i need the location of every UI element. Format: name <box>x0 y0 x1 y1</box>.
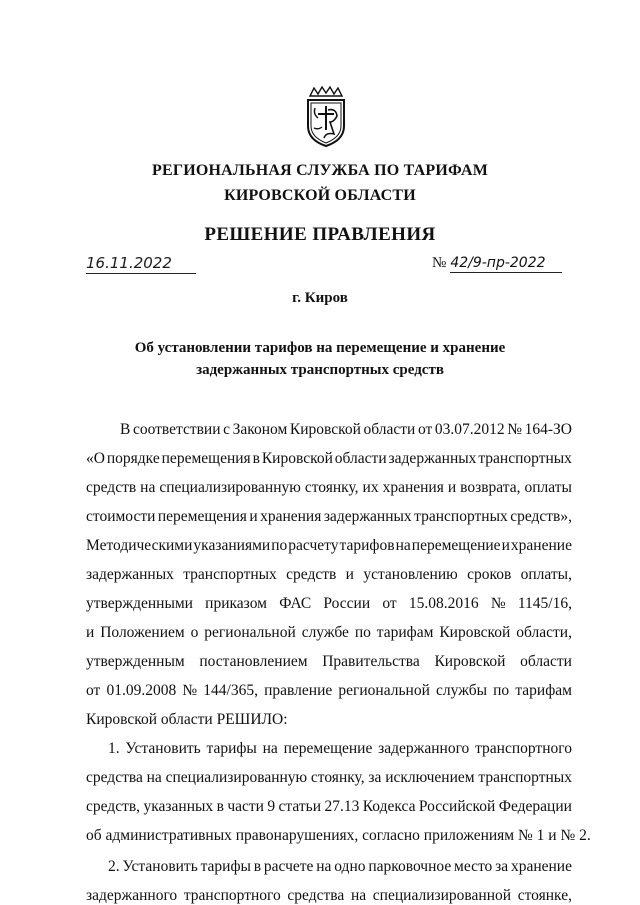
word: региональной <box>338 682 430 699</box>
word: тарифам <box>376 624 434 641</box>
word: средств <box>86 479 137 496</box>
word: сроков <box>467 566 512 583</box>
word: их <box>362 479 379 496</box>
word: Кировской <box>434 653 506 670</box>
body-line: об административных правонарушениях, согласно приложениям № 1 и № 2. <box>86 827 591 844</box>
word: Российской <box>418 798 496 815</box>
word: транспортного <box>183 887 281 904</box>
word: Кировской <box>439 624 511 641</box>
body-line <box>86 887 572 905</box>
body-line <box>86 682 572 700</box>
word: задержанных <box>388 450 477 467</box>
word: по <box>354 624 371 641</box>
subject-line1: Об установлении тарифов на перемещение и хранение <box>134 340 506 356</box>
body-line <box>120 421 572 439</box>
document-date: 16.11.2022 <box>86 254 196 274</box>
word: задержанного <box>86 887 178 904</box>
word: место <box>454 858 493 875</box>
city-name: г. Киров <box>292 290 348 306</box>
word: приказом <box>205 595 267 612</box>
word: 144/365, <box>203 682 258 699</box>
word: и <box>501 537 510 554</box>
word: средства <box>86 769 143 786</box>
word: тарифов <box>339 537 395 554</box>
body-line <box>86 566 572 584</box>
word: перемещение <box>411 537 501 554</box>
word: на <box>395 537 411 554</box>
word: хранение <box>510 537 572 554</box>
word: с <box>223 421 231 438</box>
word: стоянку, <box>310 769 365 786</box>
word: от <box>86 682 101 699</box>
body-line <box>86 450 572 468</box>
word: части <box>227 798 264 815</box>
word: на <box>316 858 332 875</box>
document-type-title: РЕШЕНИЕ ПРАВЛЕНИЯ <box>204 224 436 245</box>
word: средств <box>286 566 337 583</box>
word: транспортных <box>478 769 572 786</box>
word: области <box>520 653 572 670</box>
word: транспортных <box>478 450 572 467</box>
word: Кировской <box>261 450 333 467</box>
word: на <box>350 887 367 904</box>
word: статьи <box>278 798 322 815</box>
word: на <box>140 479 156 496</box>
word: 1145/16, <box>517 595 572 612</box>
word: перемещение <box>283 740 373 757</box>
word: области <box>334 450 387 467</box>
word: соответствии <box>132 421 221 438</box>
word: Федерации <box>498 798 572 815</box>
word: стоимости <box>86 508 156 525</box>
word: России <box>323 595 371 612</box>
word: и <box>345 566 354 583</box>
word: оплаты <box>524 479 572 496</box>
org-name-line2: КИРОВСКОЙ ОБЛАСТИ <box>224 187 416 204</box>
body-line <box>108 740 572 758</box>
word: 164-ЗО <box>524 421 572 438</box>
word: 01.09.2008 <box>106 682 177 699</box>
word: по <box>493 682 510 699</box>
word: и <box>447 479 457 496</box>
word: хранения <box>382 479 444 496</box>
word: средства <box>287 887 345 904</box>
word: утвержденным <box>86 653 185 670</box>
word: стоянке, <box>517 887 572 904</box>
word: В <box>120 421 131 438</box>
word: Правительства <box>322 653 420 670</box>
word: Установить <box>122 858 198 875</box>
word: ФАС <box>279 595 312 612</box>
word: задержанного <box>378 740 470 757</box>
org-name-line1: РЕГИОНАЛЬНАЯ СЛУЖБА ПО ТАРИФАМ <box>151 162 489 179</box>
word: транспортного <box>475 740 572 757</box>
word: Кодекса <box>362 798 416 815</box>
word: расчете <box>263 858 314 875</box>
word: транспортных <box>183 566 277 583</box>
word: утвержденными <box>86 595 193 612</box>
word: Методическими <box>86 537 193 554</box>
word: за <box>495 858 509 875</box>
word: № <box>490 595 506 612</box>
word: от <box>417 421 433 438</box>
word: средств, <box>86 798 141 815</box>
body-line <box>86 624 572 642</box>
word: специализированную <box>159 479 301 496</box>
word: и <box>249 508 258 525</box>
word: хранение <box>510 858 572 875</box>
word: 1. <box>108 740 120 757</box>
word: Кировской <box>289 421 361 438</box>
body-line <box>86 479 572 497</box>
word: указаниями <box>193 537 271 554</box>
word: региональной <box>204 624 296 641</box>
word: за <box>368 769 382 786</box>
word: и <box>86 624 95 641</box>
word: на <box>146 769 162 786</box>
word: тарифам <box>515 682 572 699</box>
body-line: Кировской области РЕШИЛО: <box>86 711 288 728</box>
word: порядке <box>106 450 160 467</box>
word: службе <box>301 624 349 641</box>
word: 2. <box>108 858 120 875</box>
word: постановлением <box>199 653 308 670</box>
body-line <box>86 595 572 613</box>
word: парковочное <box>368 858 452 875</box>
word: 9 <box>267 798 276 815</box>
word: возврата, <box>460 479 521 496</box>
word: специализированную <box>165 769 308 786</box>
word: расчету <box>288 537 339 554</box>
word: области, <box>516 624 572 641</box>
word: № <box>507 421 523 438</box>
body-line <box>86 537 572 555</box>
word: оплаты, <box>520 566 572 583</box>
word: перемещения <box>157 508 247 525</box>
word: Законом <box>232 421 288 438</box>
word: перемещения <box>161 450 251 467</box>
word: одно <box>334 858 366 875</box>
word: на <box>262 740 278 757</box>
kirov-coat-of-arms-icon <box>304 86 348 148</box>
subject-line2: задержанных транспортных средств <box>196 362 444 378</box>
word: исключением <box>385 769 475 786</box>
word: в <box>253 858 262 875</box>
word: стоянку, <box>304 479 359 496</box>
word: «О <box>86 450 105 467</box>
word: по <box>271 537 288 554</box>
body-line <box>86 653 572 671</box>
word: задержанных <box>323 508 412 525</box>
word: средств», <box>510 508 572 525</box>
word: 15.08.2016 <box>408 595 479 612</box>
word: области <box>363 421 416 438</box>
word: задержанных <box>86 566 174 583</box>
word: указанных <box>143 798 214 815</box>
word: специализированной <box>372 887 512 904</box>
number-sign: № <box>432 255 447 271</box>
word: № <box>182 682 198 699</box>
word: Установить <box>125 740 201 757</box>
body-line <box>86 508 572 526</box>
body-line <box>86 798 572 816</box>
number-value: 42/9-пр-2022 <box>450 255 562 273</box>
word: установлению <box>363 566 458 583</box>
word: в <box>252 450 260 467</box>
word: транспортных <box>414 508 508 525</box>
word: 27.13 <box>324 798 360 815</box>
word: службы <box>436 682 487 699</box>
word: хранения <box>260 508 322 525</box>
word: правление <box>264 682 333 699</box>
body-line <box>86 769 572 787</box>
word: 03.07.2012 <box>434 421 505 438</box>
word: в <box>216 798 224 815</box>
word: о <box>190 624 199 641</box>
word: тарифы <box>200 858 251 875</box>
document-number <box>432 254 572 273</box>
word: от <box>382 595 397 612</box>
body-line <box>108 858 572 876</box>
word: Положением <box>100 624 185 641</box>
word: тарифы <box>206 740 257 757</box>
